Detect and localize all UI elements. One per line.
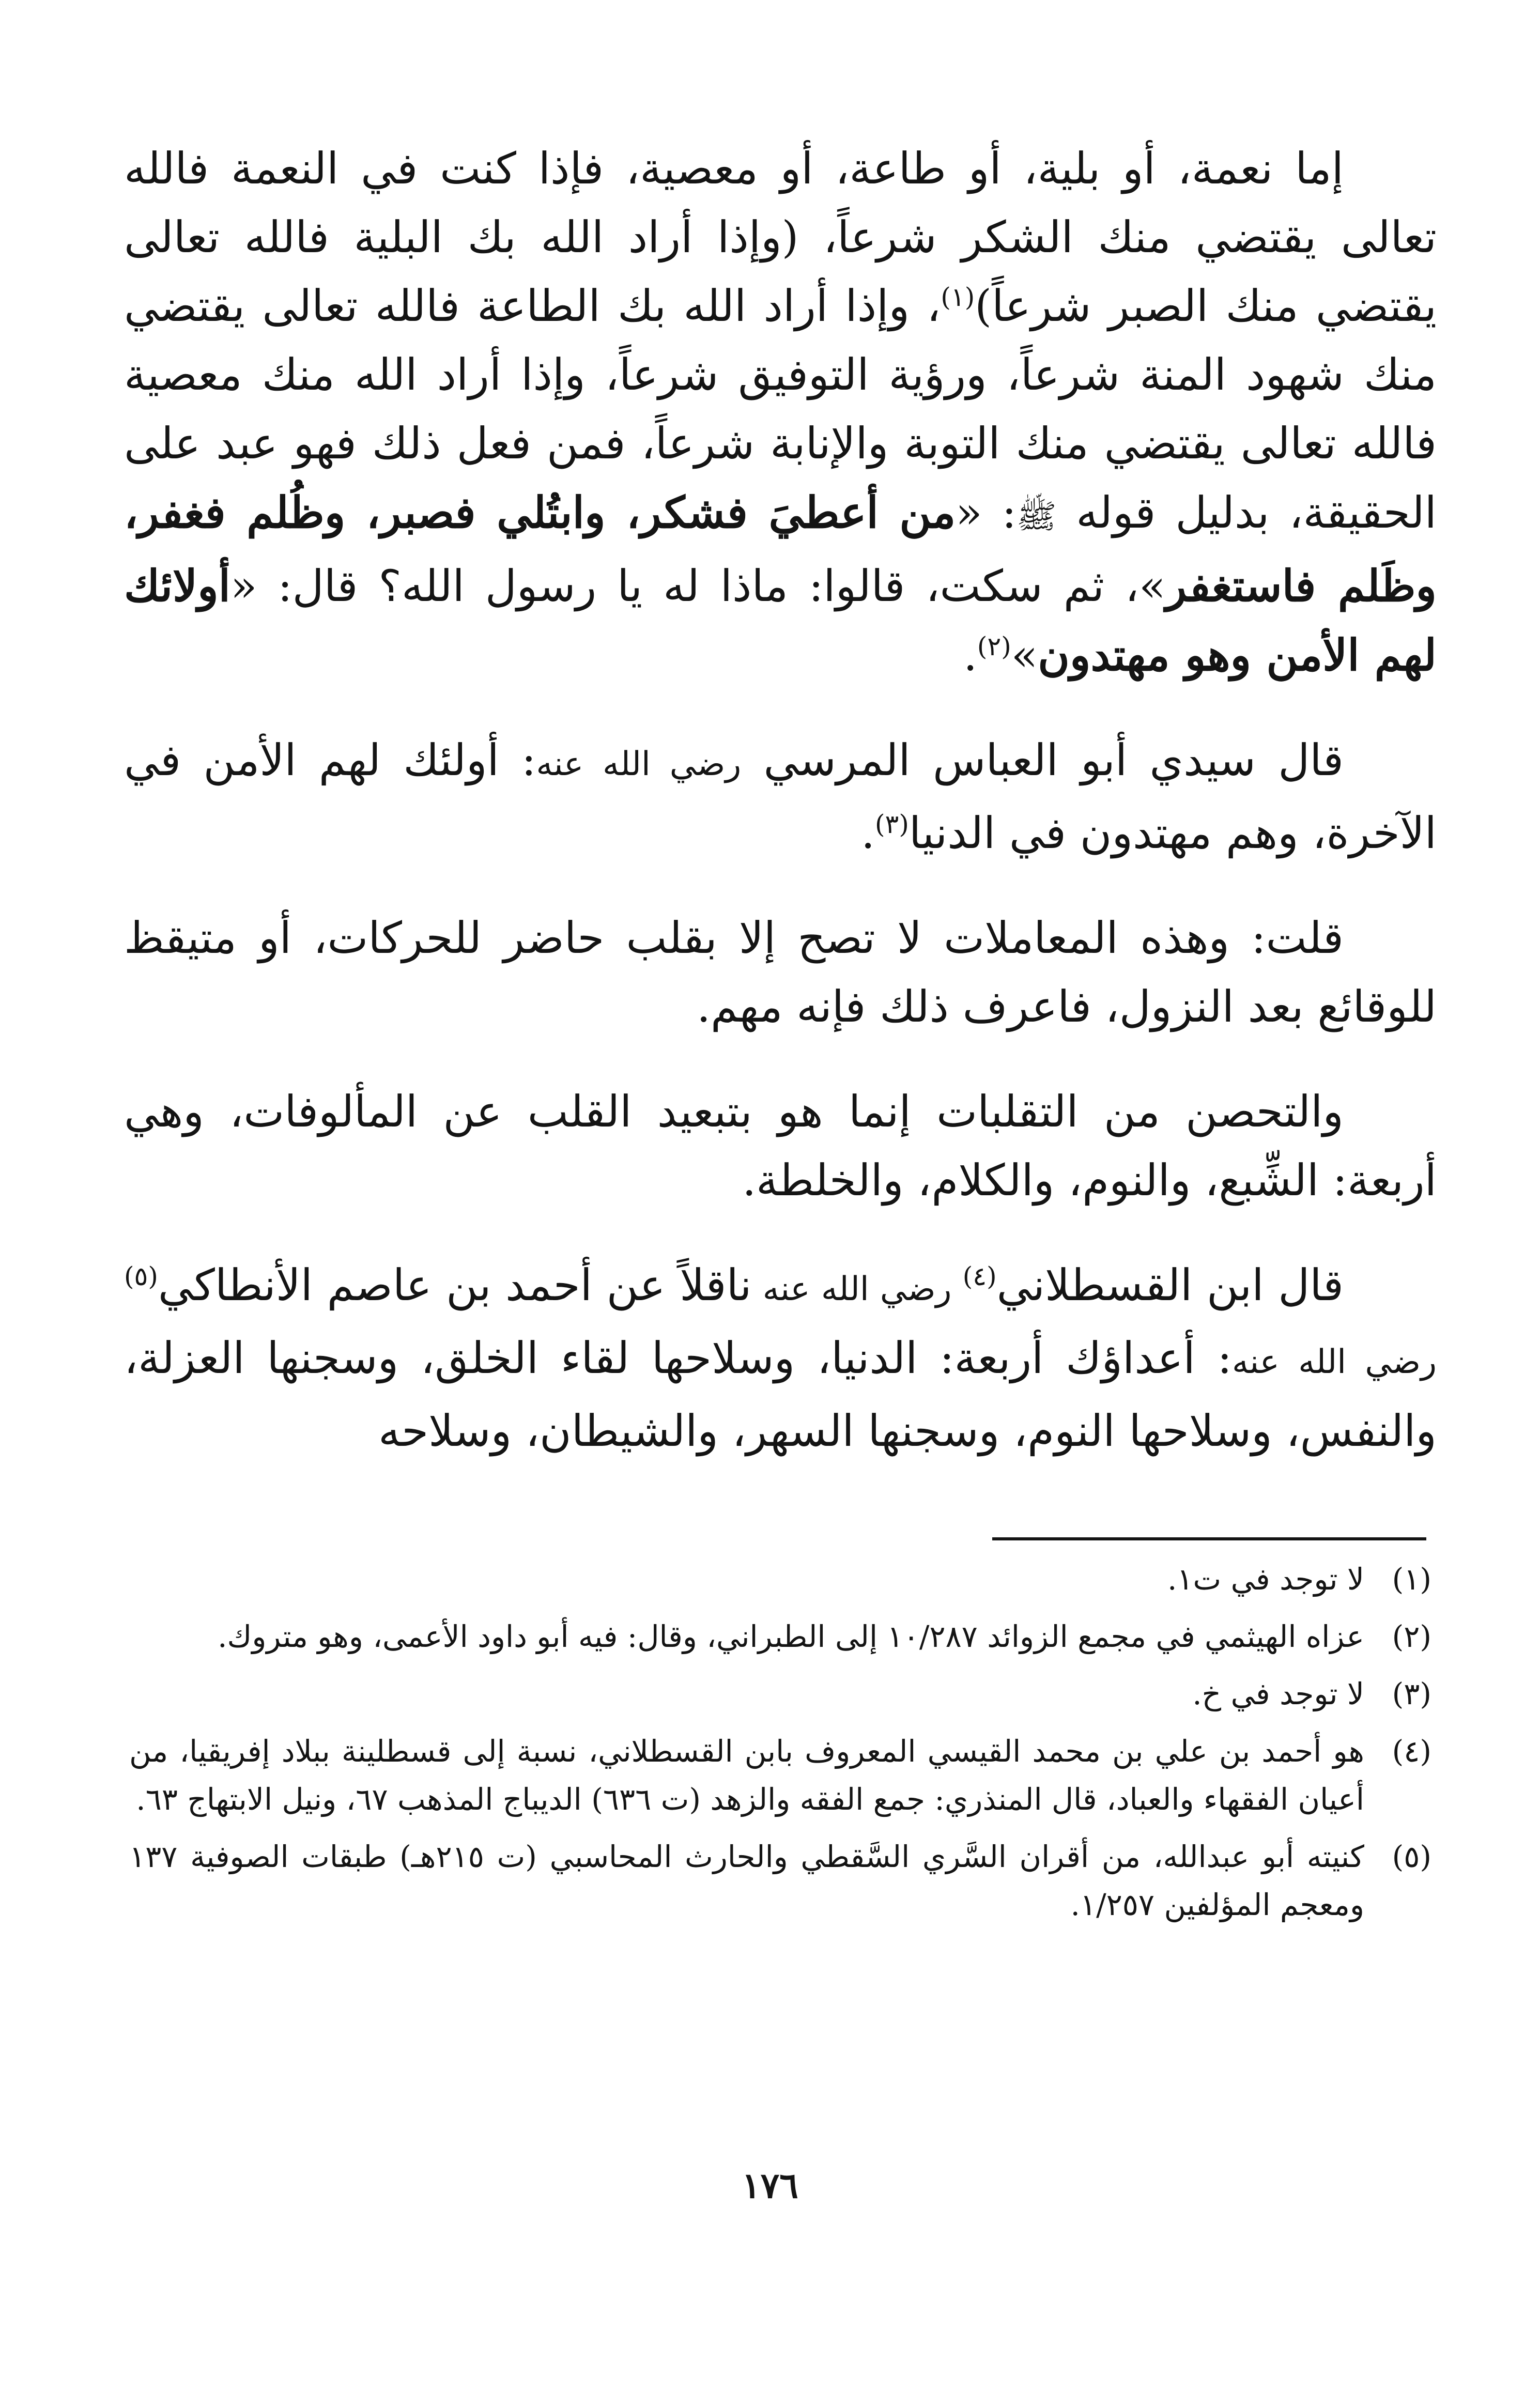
text: ، وإذا أراد الله بك الطاعة فالله تعالى يقتضي منك شهود المنة شرعاً، ورؤية التوفيق شرعاً، وإذا أراد الله منك معصية فالله تعالى يقتضي منك التوبة والإنابة شرعاً، فمن فعل ذلك فهو عبد على الحقيقة، بدليل قوله bbox=[124, 281, 1437, 538]
footnote-ref-4[interactable]: (٤) bbox=[962, 1261, 997, 1291]
hadith-text: أولائك لهم الأمن وهو مهتدون bbox=[124, 560, 1437, 681]
text: ناقلاً عن أحمد بن عاصم الأنطاكي bbox=[158, 1260, 752, 1310]
paragraph-3: قلت: وهذه المعاملات لا تصح إلا بقلب حاضر للحركات، أو متيقظ للوقائع بعد النزول، فاعرف ذلك فإنه مهم. bbox=[124, 913, 1437, 1032]
footnote-ref-2[interactable]: (٢) bbox=[977, 631, 1011, 661]
footnote-text: هو أحمد بن علي بن محمد القيسي المعروف بابن القسطلاني، نسبة إلى قسطلينة ببلاد إفريقيا، من أعيان الفقهاء والعباد، قال المنذري: جمع الفقه والزهد (ت ٦٣٦) الديباج المذهب ٦٧، ونيل الابتهاج ٦٣. bbox=[129, 1734, 1364, 1817]
paragraph-1 bbox=[124, 134, 1437, 690]
footnotes bbox=[129, 1555, 1431, 1938]
paragraph-5 bbox=[124, 1251, 1437, 1465]
page-number: ١٧٦ bbox=[742, 2165, 798, 2207]
text: قال ابن القسطلاني bbox=[996, 1260, 1344, 1310]
footnote-number: (٣) bbox=[1392, 1676, 1431, 1711]
paragraph-2 bbox=[124, 726, 1437, 868]
hadith-text: من أعطيَ فشكر، وابتُلي فصبر، وظُلم فغفر، وظَلم فاستغفر bbox=[124, 487, 1437, 611]
footnote-text: كنيته أبو عبدالله، من أقران السَّري السَّقطي والحارث المحاسبي (ت ٢١٥هـ) طبقات الصوفية ١٣٧ ومعجم المؤلفين ١/٢٥٧. bbox=[129, 1839, 1364, 1922]
text: : أعداؤك أربعة: الدنيا، وسلاحها لقاء الخلق، وسجنها العزلة، والنفس، وسلاحها النوم، وسجنها السهر، والشيطان، وسلاحه bbox=[124, 1333, 1437, 1456]
text: إما نعمة، أو بلية، أو طاعة، أو معصية، فإذا كنت في النعمة فالله تعالى يقتضي منك الشكر شرعاً، (وإذا أراد الله بك البلية فالله تعالى يقتضي منك الصبر شرعاً) bbox=[124, 143, 1437, 331]
text: . bbox=[861, 808, 875, 858]
footnote-number: (١) bbox=[1392, 1562, 1431, 1597]
text: : أولئك لهم الأمن في الآخرة، وهم مهتدون في الدنيا bbox=[124, 735, 1437, 858]
footnote-number: (٥) bbox=[1392, 1839, 1431, 1874]
radiyallah-seal: رضي الله عنه bbox=[1231, 1343, 1437, 1381]
text: » bbox=[1011, 630, 1038, 681]
footnote-3 bbox=[129, 1670, 1431, 1718]
radiyallah-seal: رضي الله عنه bbox=[751, 1270, 963, 1308]
footnote-ref-3[interactable]: (٣) bbox=[874, 809, 909, 839]
footnote-text: لا توجد في ت١. bbox=[1167, 1562, 1364, 1597]
footnote-ref-1[interactable]: (١) bbox=[941, 282, 975, 312]
footnote-separator bbox=[992, 1537, 1426, 1540]
footnote-number: (٢) bbox=[1392, 1619, 1431, 1654]
footnote-4 bbox=[129, 1727, 1431, 1824]
footnote-2 bbox=[129, 1613, 1431, 1661]
text: قال سيدي أبو العباس المرسي bbox=[741, 735, 1344, 785]
footnote-ref-5[interactable]: (٥) bbox=[124, 1261, 158, 1291]
footnote-number: (٤) bbox=[1392, 1734, 1431, 1769]
text: : « bbox=[956, 487, 1017, 538]
footnote-text: عزاه الهيثمي في مجمع الزوائد ١٠/٢٨٧ إلى الطبراني، وقال: فيه أبو داود الأعمى، وهو متروك. bbox=[218, 1619, 1364, 1654]
footnote-text: لا توجد في خ. bbox=[1192, 1676, 1364, 1711]
footnote-5 bbox=[129, 1833, 1431, 1929]
text: »، ثم سكت، قالوا: ماذا له يا رسول الله؟ قال: « bbox=[230, 561, 1166, 611]
footnote-1 bbox=[129, 1555, 1431, 1603]
paragraph-4: والتحصن من التقلبات إنما هو بتبعيد القلب عن المألوفات، وهي أربعة: الشِّبع، والنوم، والكلام، والخلطة. bbox=[124, 1086, 1437, 1206]
text: . bbox=[963, 630, 977, 681]
radiyallah-seal: رضي الله عنه bbox=[536, 745, 742, 783]
salawat-seal: ﷺ bbox=[1016, 498, 1057, 536]
main-text bbox=[124, 134, 1437, 1502]
